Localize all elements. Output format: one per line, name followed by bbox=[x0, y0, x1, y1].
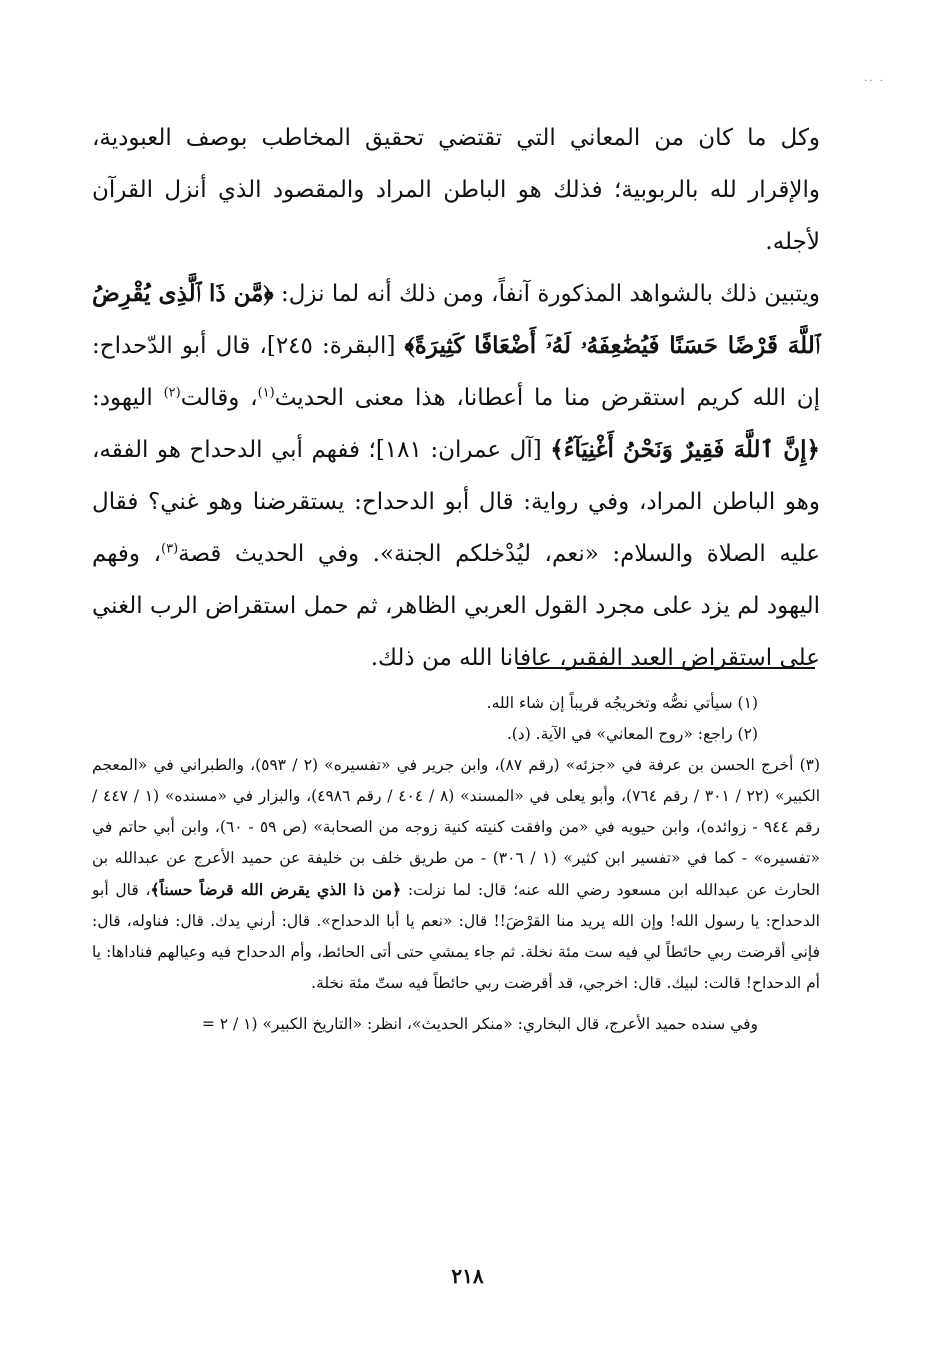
footnote-3 bbox=[92, 750, 820, 999]
quran-verse-2: ﴿إِنَّ ٱللَّهَ فَقِيرٌ وَنَحْنُ أَغْنِيَآءُ﴾ bbox=[550, 436, 820, 463]
footnote-ref-2: (٢) bbox=[163, 385, 181, 401]
paragraph-2-text-5: [آل عمران: ١٨١]؛ ففهم أبي الدحداح هو الفقه، وهو الباطن المراد، وفي رواية: قال أبو الدحداح: يستقرضنا وهو غني؟ فقال عليه الصلاة والسلام: «نعم، ليُدْخلكم الجنة». وفي الحديث قصة bbox=[92, 437, 820, 567]
page-number: ٢١٨ bbox=[451, 1264, 484, 1288]
footnote-divider bbox=[517, 667, 815, 669]
footnote-3-part-2: ، قال أبو الدحداح: يا رسول الله! وإن الله يريد منا القرْضَ!! قال: «نعم يا أبا الدحداح». قال: أرني يدك. قال: فناوله، قال: فإني أقرضت ربي حائطاً لي فيه ست مئة نخلة. ثم جاء يمشي حتى أتى الحائط، وأم الدحداح فيه وعيالهم فناداها: يا أم الدحداح! قالت: لبيك. قال: اخرجي، قد أقرضت ربي حائطاً فيه ستّ مئة نخلة. bbox=[92, 881, 820, 992]
footnote-3-quran: ﴿من ذا الذي يقرض الله قرضاً حسناً﴾ bbox=[150, 880, 402, 899]
paragraph-2-text-3: ، وقالت bbox=[180, 385, 258, 411]
paragraph-2-text-1: ويتبين ذلك بالشواهد المذكورة آنفاً، ومن ذلك أنه لما نزل: bbox=[273, 281, 820, 307]
paragraph-2 bbox=[92, 268, 820, 684]
footnote-2: (٢) راجع: «روح المعاني» في الآية. (د). bbox=[506, 725, 758, 743]
footnote-3-part-1: (٣) أخرج الحسن بن عرفة في «جزئه» (رقم ٨٧)، وابن جرير في «تفسيره» (٢ / ٥٩٣)، والطبراني في «المعجم الكبير» (٢٢ / ٣٠١ / رقم ٧٦٤)، وأبو يعلى في «المسند» (٨ / ٤٠٤ / رقم ٤٩٨٦)، والبزار في «مسنده» (١ / ٤٤٧ / رقم ٩٤٤ - زوائده)، وابن حيويه في «من وافقت كنيته كنية زوجه من الصحابة» (ص ٥٩ - ٦٠)، وابن أبي حاتم في «تفسيره» - كما في «تفسير ابن كثير» (١ / ٣٠٦) - من طريق خلف بن خليفة عن حميد الأعرج عن عبدالله بن الحارث عن عبدالله ابن مسعود رضي الله عنه؛ قال: لما نزلت: bbox=[92, 756, 821, 899]
paragraph-2-text-6: ، وفهم اليهود لم يزد على مجرد القول العربي الظاهر، ثم حمل استقراض الرب الغني على استقراض العبد الفقير، عافانا الله من ذلك. bbox=[92, 541, 820, 671]
corner-mark: ·· · bbox=[864, 76, 885, 87]
footnote-ref-1: (١) bbox=[257, 385, 275, 401]
paragraph-2-text-4: اليهود: bbox=[92, 385, 164, 411]
footnote-ref-3: (٣) bbox=[161, 541, 179, 557]
paragraph-2-text-2: [البقرة: ٢٤٥]، قال أبو الدّحداح: إن الله كريم استقرض منا ما أعطانا، هذا معنى الحديث bbox=[92, 333, 820, 411]
quran-verse-1: ﴿مَّن ذَا ٱلَّذِى يُقْرِضُ ٱللَّهَ قَرْضًا حَسَنًا فَيُضَٰعِفَهُۥ لَهُۥٓ أَضْعَافًا كَثِيرَةً﴾ bbox=[92, 280, 820, 359]
footnote-1: (١) سيأتي نصُّه وتخريجُه قريباً إن شاء الله. bbox=[486, 694, 758, 712]
footnote-continuation: وفي سنده حميد الأعرج، قال البخاري: «منكر الحديث»، انظر: «التاريخ الكبير» (١ / ٢ = bbox=[201, 1015, 758, 1033]
paragraph-1: وكل ما كان من المعاني التي تقتضي تحقيق المخاطب بوصف العبودية، والإقرار لله بالربوبية؛ فذلك هو الباطن المراد والمقصود الذي أنزل القرآن لأجله. bbox=[92, 125, 820, 255]
footnotes bbox=[92, 688, 820, 1040]
